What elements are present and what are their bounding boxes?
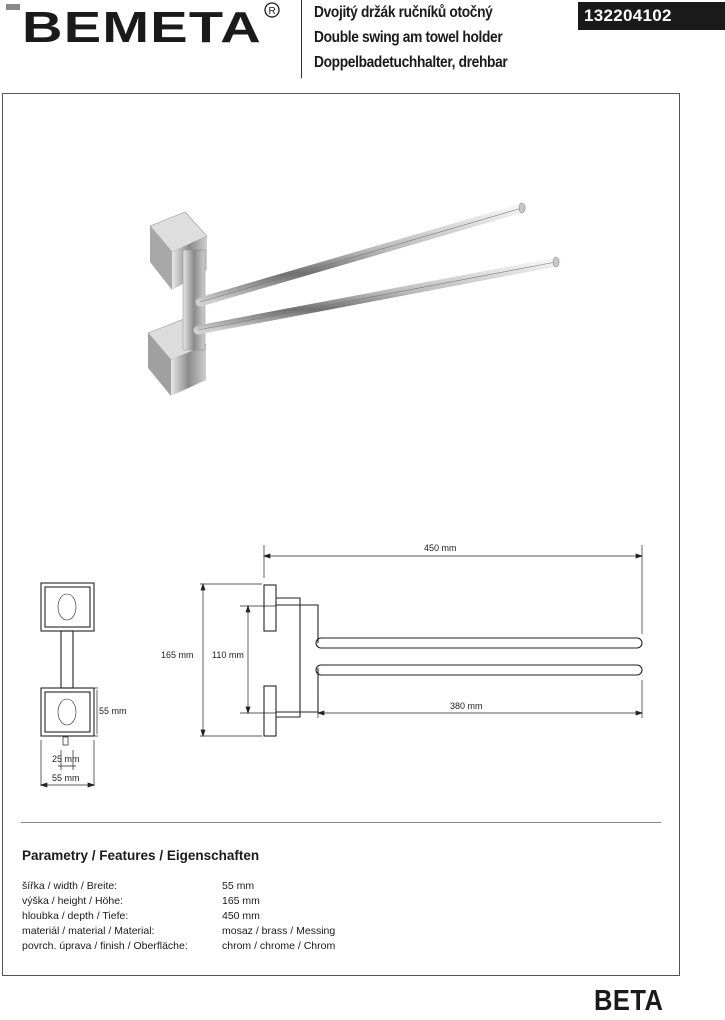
svg-text:BEMETA: BEMETA: [22, 3, 262, 50]
technical-drawing: [0, 520, 725, 820]
title-cz: Dvojitý držák ručníků otočný: [314, 4, 493, 21]
dim-height: 165 mm: [161, 650, 194, 660]
title-de: Doppelbadetuchhalter, drehbar: [314, 54, 508, 71]
feature-value: 450 mm: [222, 910, 260, 922]
feature-label: šířka / width / Breite:: [22, 880, 118, 892]
feature-value: 55 mm: [222, 880, 255, 892]
svg-text:R: R: [268, 6, 276, 17]
series-name: BETA: [594, 985, 664, 1017]
dim-inner-height: 110 mm: [212, 650, 244, 660]
features-title: Parametry / Features / Eigenschaften: [22, 848, 260, 863]
dim-tube: 25 mm: [52, 754, 80, 764]
feature-label: výška / height / Höhe:: [22, 895, 123, 907]
feature-label: povrch. úprava / finish / Oberfläche:: [22, 940, 188, 952]
feature-value: 165 mm: [222, 895, 260, 907]
section-divider: [21, 822, 661, 823]
dim-width: 55 mm: [52, 773, 80, 783]
feature-label: hloubka / depth / Tiefe:: [22, 910, 129, 922]
title-en: Double swing am towel holder: [314, 29, 503, 46]
product-code: 132204102: [578, 2, 725, 30]
dim-total-length: 450 mm: [424, 543, 457, 553]
feature-label: materiál / material / Material:: [22, 925, 155, 937]
feature-value: mosaz / brass / Messing: [222, 925, 336, 937]
feature-value: chrom / chrome / Chrom: [222, 940, 336, 952]
dim-arm-length: 380 mm: [450, 701, 483, 711]
dim-plate: 55 mm: [99, 706, 127, 716]
